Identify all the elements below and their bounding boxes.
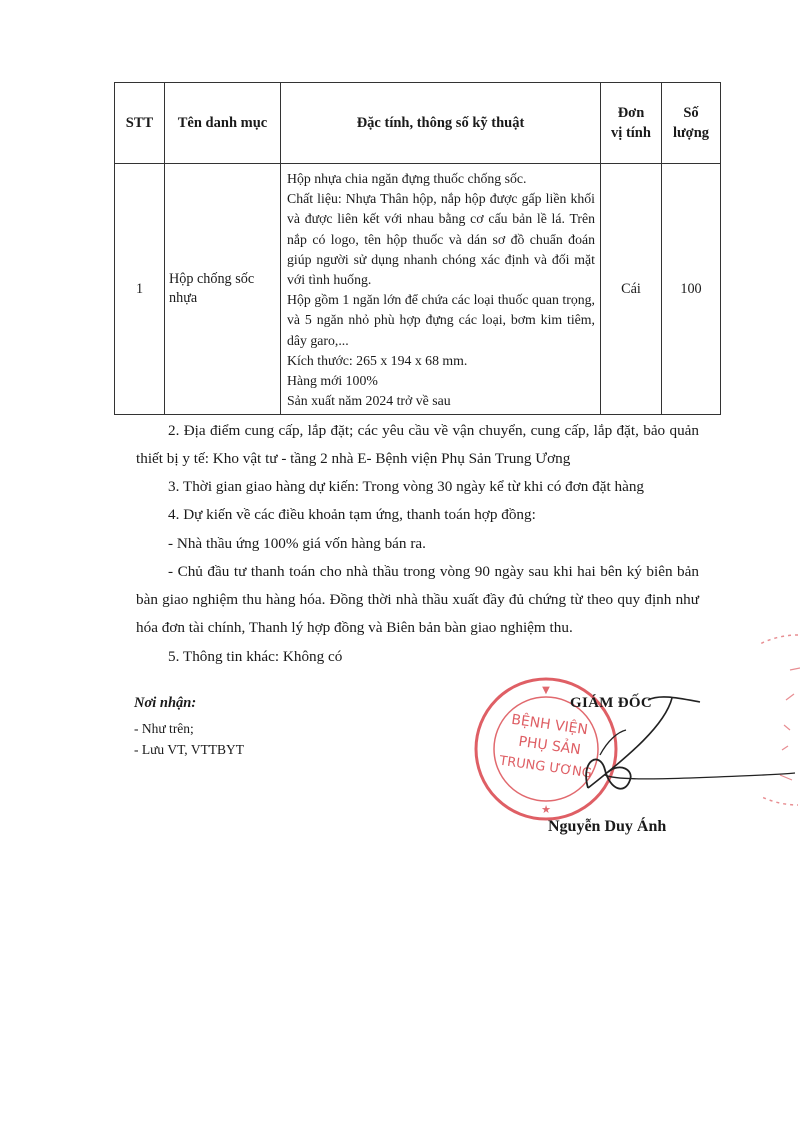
- svg-text:▼: ▼: [542, 685, 550, 696]
- cell-unit: Cái: [601, 164, 662, 415]
- paragraph-advance: - Nhà thầu ứng 100% giá vốn hàng bán ra.: [168, 535, 426, 552]
- header-unit: [601, 83, 662, 164]
- header-unit-line-1: Đơn: [617, 105, 645, 121]
- header-qty: [662, 83, 721, 164]
- paragraph-payment-terms: 4. Dự kiến về các điều khoản tạm ứng, thanh toán hợp đồng:: [168, 506, 536, 523]
- spec-line: Hàng mới 100%: [287, 373, 378, 389]
- recipient-item: - Lưu VT, VTTBYT: [134, 742, 245, 757]
- svg-text:★: ★: [541, 803, 551, 816]
- spec-line: Hộp gồm 1 ngăn lớn để chứa các loại thuốc quan trọng, và 5 ngăn nhỏ phù hợp đựng các loại, bơm kim tiêm, dây garo,...: [287, 292, 595, 348]
- table-row: [115, 164, 721, 415]
- header-qty-line-1: Số: [683, 105, 699, 121]
- paragraph-payment-detail: - Chủ đầu tư thanh toán cho nhà thầu trong vòng 90 ngày sau khi hai bên ký biên bản bàn giao nghiệm thu hàng hóa. Đồng thời nhà thầu xuất đầy đủ chứng từ theo quy định như hóa đơn tài chính, Thanh lý hợp đồng và Biên bản bàn giao nghiệm thu.: [136, 563, 699, 637]
- header-spec: Đặc tính, thông số kỹ thuật: [281, 83, 601, 164]
- recipients-block: [134, 693, 244, 760]
- seal-line-2: PHỤ SẢN: [517, 733, 582, 759]
- director-name: Nguyễn Duy Ánh: [548, 818, 667, 835]
- recipients-title: Nơi nhận:: [134, 695, 197, 711]
- cell-spec: [281, 164, 601, 415]
- recipient-item: - Như trên;: [134, 721, 194, 736]
- header-qty-line-2: lượng: [672, 125, 710, 141]
- spec-line: Hộp nhựa chia ngăn đựng thuốc chống sốc.: [287, 171, 527, 186]
- header-stt: STT: [115, 83, 165, 164]
- paragraph-other-info: 5. Thông tin khác: Không có: [168, 648, 343, 665]
- spec-line: Chất liệu: Nhựa Thân hộp, nắp hộp được gấp liền khối và được liên kết với nhau bằng cơ cấu bản lề lá. Trên nắp có logo, tên hộp thuốc và dán sơ đồ chuẩn đoán giúp người sử dụng nhanh chóng xác định và đối mặt với tình huống.: [287, 191, 595, 288]
- specification-table: [114, 82, 721, 415]
- spec-line: Kích thước: 265 x 194 x 68 mm.: [287, 352, 468, 368]
- table-header-row: [115, 83, 721, 164]
- header-unit-line-2: vị tính: [611, 125, 651, 141]
- cell-name: Hộp chống sốc nhựa: [165, 164, 281, 415]
- cell-stt: 1: [115, 164, 165, 415]
- header-name: Tên danh mục: [165, 83, 281, 164]
- director-title: GIÁM ĐỐC: [570, 695, 652, 711]
- paragraph-delivery-time: 3. Thời gian giao hàng dự kiến: Trong vòng 30 ngày kể từ khi có đơn đặt hàng: [168, 478, 645, 495]
- cell-qty: 100: [662, 164, 721, 415]
- seal-line-3: TRUNG ƯƠNG: [498, 753, 593, 782]
- paragraph-delivery-location: 2. Địa điểm cung cấp, lắp đặt; các yêu cầu về vận chuyển, cung cấp, lắp đặt, bảo quản thiết bị y tế: Kho vật tư - tầng 2 nhà E- Bệnh viện Phụ Sản Trung Ương: [136, 422, 699, 468]
- seal-line-1: BỆNH VIỆN: [510, 711, 589, 739]
- partial-stamp-edge: [760, 630, 800, 810]
- spec-line: Sản xuất năm 2024 trở về sau: [287, 393, 451, 409]
